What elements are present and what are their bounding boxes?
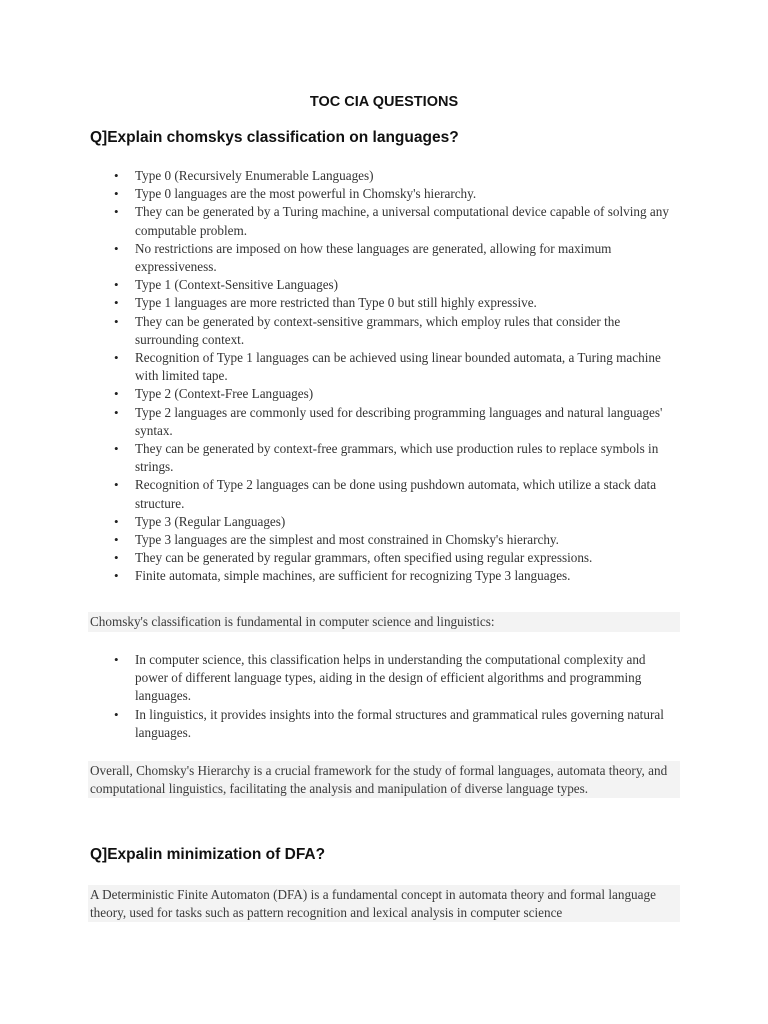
conclusion-paragraph: Overall, Chomsky's Hierarchy is a crucial framework for the study of formal languages, automata theory, and computational linguistics, facilitating the analysis and manipulation of diverse language types. (88, 761, 680, 798)
list-item: • They can be generated by a Turing machine, a universal computational device capable of solving any computable problem. (90, 203, 680, 239)
list-item: • Type 0 (Recursively Enumerable Languages) (90, 167, 680, 185)
list-item: • In computer science, this classification helps in understanding the computational complexity and power of different language types, aiding in the design of efficient algorithms and programming languages. (90, 651, 680, 706)
list-item: • They can be generated by context-free grammars, which use production rules to replace symbols in strings. (90, 440, 680, 476)
list-item: • Type 1 languages are more restricted than Type 0 but still highly expressive. (90, 294, 680, 312)
list-item: • Recognition of Type 2 languages can be done using pushdown automata, which utilize a stack data structure. (90, 476, 680, 512)
list-item: • No restrictions are imposed on how these languages are generated, allowing for maximum expressiveness. (90, 240, 680, 276)
list-item: • Type 0 languages are the most powerful in Chomsky's hierarchy. (90, 185, 680, 203)
question-1-heading: Q]Explain chomskys classification on languages? (90, 129, 459, 146)
list-item: • Type 3 languages are the simplest and most constrained in Chomsky's hierarchy. (90, 531, 680, 549)
list-item: • Type 3 (Regular Languages) (90, 513, 680, 531)
list-item: • Type 1 (Context-Sensitive Languages) (90, 276, 680, 294)
list-item: • Recognition of Type 1 languages can be achieved using linear bounded automata, a Turing machine with limited tape. (90, 349, 680, 385)
list-item: • Type 2 languages are commonly used for describing programming languages and natural languages' syntax. (90, 404, 680, 440)
list-item: • Finite automata, simple machines, are sufficient for recognizing Type 3 languages. (90, 567, 680, 585)
list-item: • They can be generated by regular grammars, often specified using regular expressions. (90, 549, 680, 567)
document-title: TOC CIA QUESTIONS (309, 94, 459, 110)
dfa-paragraph: A Deterministic Finite Automaton (DFA) is a fundamental concept in automata theory and formal language theory, used for tasks such as pattern recognition and lexical analysis in computer science (88, 885, 680, 922)
list-item: • They can be generated by context-sensitive grammars, which employ rules that consider the surrounding context. (90, 313, 680, 349)
question-2-heading: Q]Expalin minimization of DFA? (90, 846, 326, 863)
list-item: • In linguistics, it provides insights into the formal structures and grammatical rules governing natural languages. (90, 706, 680, 742)
list-item: • Type 2 (Context-Free Languages) (90, 385, 680, 403)
chomsky-types-list (90, 167, 680, 586)
intro-paragraph: Chomsky's classification is fundamental in computer science and linguistics: (88, 612, 680, 632)
importance-list (90, 651, 680, 742)
